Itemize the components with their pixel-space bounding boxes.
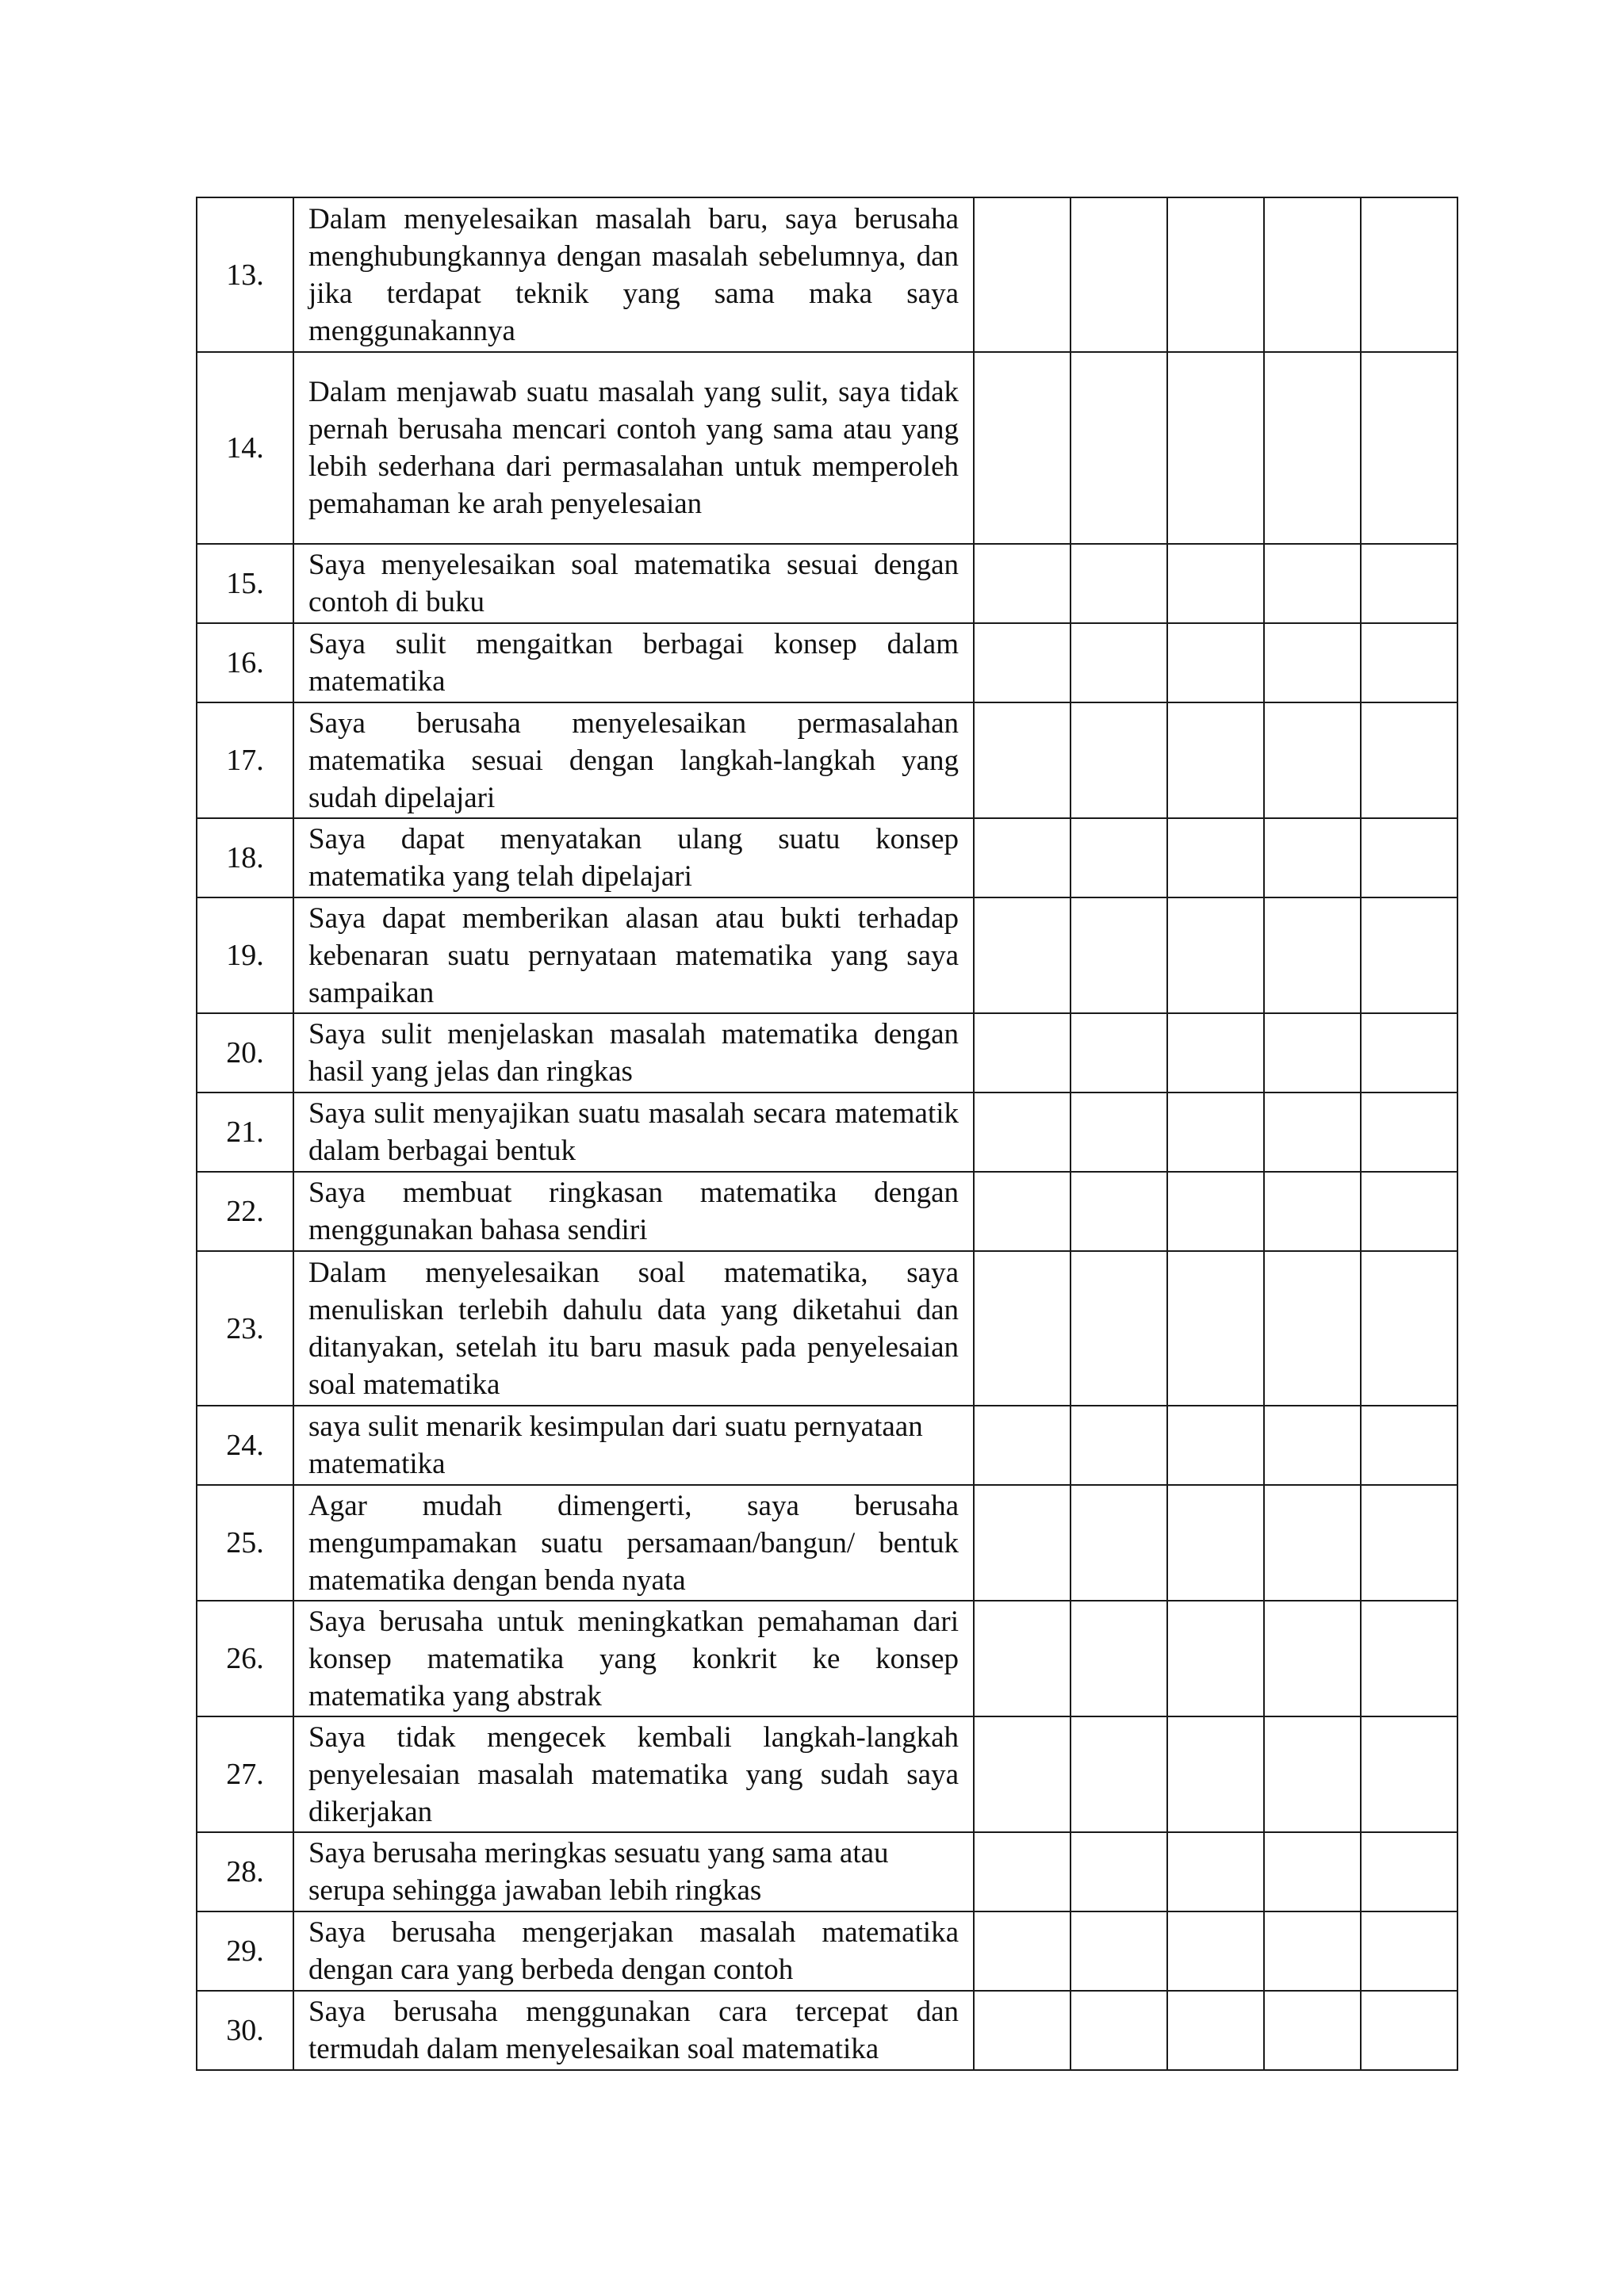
response-cell[interactable] [1071,1601,1167,1716]
response-cell[interactable] [1167,1601,1264,1716]
response-cell[interactable] [1167,352,1264,544]
response-cell[interactable] [1361,702,1457,818]
item-number: 20. [197,1013,293,1093]
table-row [197,1172,1457,1251]
response-cell[interactable] [1264,1093,1361,1172]
response-cell[interactable] [1167,702,1264,818]
response-cell[interactable] [1361,1991,1457,2070]
response-cell[interactable] [1264,352,1361,544]
item-statement: saya sulit menarik kesimpulan dari suatu pernyataan matematika [293,1406,974,1485]
table-row [197,818,1457,897]
table-row [197,1485,1457,1601]
response-cell[interactable] [1264,1911,1361,1991]
item-statement: Dalam menjawab suatu masalah yang sulit, saya tidak pernah berusaha mencari contoh yang sama atau yang lebih sederhana dari permasalahan untuk memperoleh pemahaman ke arah penyelesaian [293,352,974,544]
item-statement: Saya berusaha menggunakan cara tercepat dan termudah dalam menyelesaikan soal matematika [293,1991,974,2070]
questionnaire-table [196,197,1458,2071]
response-cell[interactable] [974,1832,1071,1911]
item-statement: Saya sulit mengaitkan berbagai konsep dalam matematika [293,623,974,702]
table-row [197,1832,1457,1911]
response-cell[interactable] [1071,702,1167,818]
response-cell[interactable] [1264,702,1361,818]
table-row [197,1991,1457,2070]
item-statement: Saya dapat menyatakan ulang suatu konsep matematika yang telah dipelajari [293,818,974,897]
response-cell[interactable] [1071,1911,1167,1991]
response-cell[interactable] [974,352,1071,544]
response-cell[interactable] [1361,1093,1457,1172]
table-row [197,1251,1457,1406]
response-cell[interactable] [1361,623,1457,702]
response-cell[interactable] [1167,623,1264,702]
response-cell[interactable] [1167,197,1264,352]
response-cell[interactable] [1167,1093,1264,1172]
response-cell[interactable] [1264,1991,1361,2070]
item-statement: Saya berusaha meringkas sesuatu yang sama atau serupa sehingga jawaban lebih ringkas [293,1832,974,1911]
response-cell[interactable] [1071,197,1167,352]
response-cell[interactable] [1361,1832,1457,1911]
table-row [197,623,1457,702]
table-row [197,352,1457,544]
item-statement: Agar mudah dimengerti, saya berusaha mengumpamakan suatu persamaan/bangun/ bentuk matematika dengan benda nyata [293,1485,974,1601]
item-number: 19. [197,897,293,1013]
item-number: 15. [197,544,293,623]
response-cell[interactable] [1167,1013,1264,1093]
response-cell[interactable] [974,1013,1071,1093]
response-cell[interactable] [1361,1013,1457,1093]
item-number: 28. [197,1832,293,1911]
item-number: 23. [197,1251,293,1406]
item-statement: Saya dapat memberikan alasan atau bukti terhadap kebenaran suatu pernyataan matematika yang saya sampaikan [293,897,974,1013]
response-cell[interactable] [1361,1911,1457,1991]
response-cell[interactable] [1071,1991,1167,2070]
response-cell[interactable] [1361,197,1457,352]
response-cell[interactable] [1361,352,1457,544]
response-cell[interactable] [1264,1832,1361,1911]
table-row [197,1716,1457,1832]
response-cell[interactable] [1264,197,1361,352]
response-cell[interactable] [1167,897,1264,1013]
item-statement: Saya berusaha mengerjakan masalah matematika dengan cara yang berbeda dengan contoh [293,1911,974,1991]
response-cell[interactable] [974,1093,1071,1172]
response-cell[interactable] [1264,1013,1361,1093]
item-statement: Saya sulit menjelaskan masalah matematika dengan hasil yang jelas dan ringkas [293,1013,974,1093]
response-cell[interactable] [974,897,1071,1013]
response-cell[interactable] [1361,818,1457,897]
table-row [197,1093,1457,1172]
response-cell[interactable] [1071,1251,1167,1406]
response-cell[interactable] [974,1911,1071,1991]
response-cell[interactable] [974,544,1071,623]
response-cell[interactable] [1361,1601,1457,1716]
table-row [197,544,1457,623]
item-number: 24. [197,1406,293,1485]
response-cell[interactable] [1264,1251,1361,1406]
table-row [197,1406,1457,1485]
item-statement: Saya berusaha untuk meningkatkan pemahaman dari konsep matematika yang konkrit ke konsep matematika yang abstrak [293,1601,974,1716]
table-row [197,1601,1457,1716]
response-cell[interactable] [1167,1172,1264,1251]
response-cell[interactable] [1071,544,1167,623]
item-number: 29. [197,1911,293,1991]
response-cell[interactable] [1167,1251,1264,1406]
table-row [197,1911,1457,1991]
response-cell[interactable] [1071,897,1167,1013]
response-cell[interactable] [974,1485,1071,1601]
response-cell[interactable] [1264,544,1361,623]
item-number: 18. [197,818,293,897]
item-number: 16. [197,623,293,702]
response-cell[interactable] [1264,623,1361,702]
response-cell[interactable] [1167,1485,1264,1601]
response-cell[interactable] [1361,544,1457,623]
item-number: 27. [197,1716,293,1832]
response-cell[interactable] [1167,1832,1264,1911]
item-number: 25. [197,1485,293,1601]
item-number: 21. [197,1093,293,1172]
item-statement: Saya sulit menyajikan suatu masalah secara matematik dalam berbagai bentuk [293,1093,974,1172]
response-cell[interactable] [1071,1832,1167,1911]
response-cell[interactable] [1361,1485,1457,1601]
response-cell[interactable] [974,1251,1071,1406]
response-cell[interactable] [1264,897,1361,1013]
item-number: 13. [197,197,293,352]
response-cell[interactable] [1167,1911,1264,1991]
response-cell[interactable] [1361,1406,1457,1485]
response-cell[interactable] [1264,1716,1361,1832]
response-cell[interactable] [1361,897,1457,1013]
response-cell[interactable] [1264,1601,1361,1716]
table-row [197,897,1457,1013]
item-number: 22. [197,1172,293,1251]
response-cell[interactable] [1071,1093,1167,1172]
response-cell[interactable] [1264,818,1361,897]
response-cell[interactable] [1071,1013,1167,1093]
item-statement: Dalam menyelesaikan soal matematika, saya menuliskan terlebih dahulu data yang diketahui dan ditanyakan, setelah itu baru masuk pada penyelesaian soal matematika [293,1251,974,1406]
response-cell[interactable] [1361,1172,1457,1251]
response-cell[interactable] [974,623,1071,702]
response-cell[interactable] [974,1172,1071,1251]
table-row [197,197,1457,352]
item-number: 26. [197,1601,293,1716]
response-cell[interactable] [1071,623,1167,702]
table-row [197,1013,1457,1093]
item-number: 30. [197,1991,293,2070]
item-statement: Saya berusaha menyelesaikan permasalahan matematika sesuai dengan langkah-langkah yang sudah dipelajari [293,702,974,818]
item-statement: Saya membuat ringkasan matematika dengan menggunakan bahasa sendiri [293,1172,974,1251]
table-row [197,702,1457,818]
item-statement: Dalam menyelesaikan masalah baru, saya berusaha menghubungkannya dengan masalah sebelumnya, dan jika terdapat teknik yang sama maka saya menggunakannya [293,197,974,352]
response-cell[interactable] [974,1716,1071,1832]
response-cell[interactable] [974,818,1071,897]
response-cell[interactable] [974,1601,1071,1716]
response-cell[interactable] [974,1991,1071,2070]
response-cell[interactable] [1071,1716,1167,1832]
response-cell[interactable] [1361,1251,1457,1406]
response-cell[interactable] [1071,1485,1167,1601]
response-cell[interactable] [1167,1406,1264,1485]
response-cell[interactable] [974,197,1071,352]
response-cell[interactable] [1071,352,1167,544]
item-statement: Saya menyelesaikan soal matematika sesuai dengan contoh di buku [293,544,974,623]
response-cell[interactable] [974,1406,1071,1485]
item-number: 14. [197,352,293,544]
response-cell[interactable] [1264,1406,1361,1485]
response-cell[interactable] [1167,544,1264,623]
item-number: 17. [197,702,293,818]
response-cell[interactable] [974,702,1071,818]
response-cell[interactable] [1167,1991,1264,2070]
response-cell[interactable] [1264,1172,1361,1251]
response-cell[interactable] [1071,1406,1167,1485]
response-cell[interactable] [1264,1485,1361,1601]
response-cell[interactable] [1071,818,1167,897]
response-cell[interactable] [1361,1716,1457,1832]
response-cell[interactable] [1167,818,1264,897]
response-cell[interactable] [1167,1716,1264,1832]
item-statement: Saya tidak mengecek kembali langkah-langkah penyelesaian masalah matematika yang sudah saya dikerjakan [293,1716,974,1832]
response-cell[interactable] [1071,1172,1167,1251]
